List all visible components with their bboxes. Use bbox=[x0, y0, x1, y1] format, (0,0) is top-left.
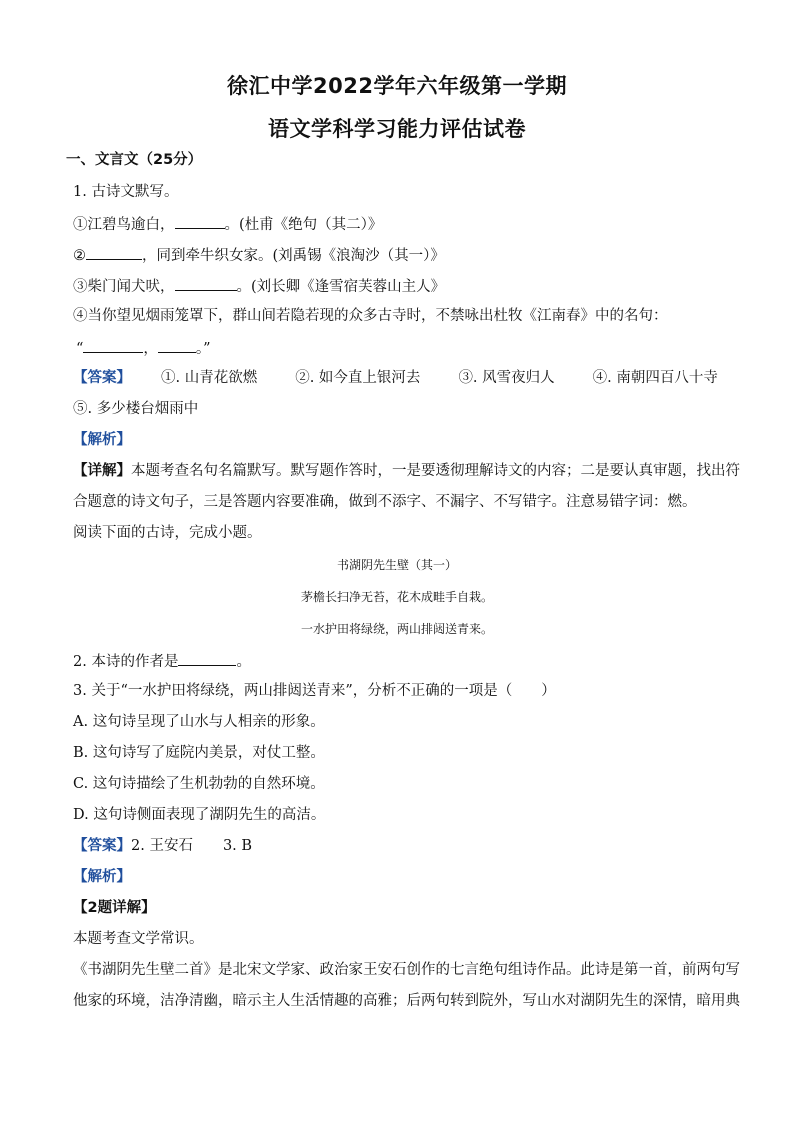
answer-blank[interactable] bbox=[175, 213, 225, 229]
q3-option-d: D. 这句诗侧面表现了湖阴先生的高洁。 bbox=[73, 807, 326, 823]
q2-after: 。 bbox=[236, 654, 251, 670]
detail-text-1: 本题考查名句名篇默写。默写题作答时，一是要透彻理解诗文的内容；二是要认真审题，找出符 bbox=[131, 463, 740, 479]
answer-blank[interactable] bbox=[158, 337, 196, 353]
q1-answer-4: ④. 南朝四百八十寺 bbox=[592, 370, 718, 386]
answer-blank[interactable] bbox=[86, 244, 142, 260]
q3-stem: 3. 关于“一水护田将绿绕，两山排闼送青来”，分析不正确的一项是（ ） bbox=[73, 683, 556, 699]
q1-item-4: ④当你望见烟雨笼罩下，群山间若隐若现的众多古寺时，不禁咏出杜牧《江南春》中的名句： bbox=[73, 308, 668, 324]
answer-tag: 【答案】 bbox=[73, 838, 131, 854]
poem-line-1: 茅檐长扫净无苔，花木成畦手自栽。 bbox=[300, 590, 493, 604]
q1-item-3 bbox=[73, 275, 445, 297]
open-quote: “ bbox=[76, 341, 84, 357]
detail2-line-2: 《书湖阴先生壁二首》是北宋文学家、政治家王安石创作的七言绝句组诗作品。此诗是第一首，前两句写 bbox=[73, 962, 740, 978]
q1-answer-3: ③. 风雪夜归人 bbox=[458, 370, 555, 386]
exam-title-line1: 徐汇中学2022学年六年级第一学期 bbox=[227, 74, 567, 98]
poem-line-2: 一水护田将绿绕，两山排闼送青来。 bbox=[300, 622, 493, 636]
q1-item-1-after: 。(杜甫《绝句（其二）》 bbox=[224, 217, 383, 233]
q1-answer-2: ②. 如今直上银河去 bbox=[295, 370, 421, 386]
answer-tag: 【答案】 bbox=[73, 370, 131, 386]
reading-instruction: 阅读下面的古诗，完成小题。 bbox=[73, 525, 262, 541]
q2-before: 2. 本诗的作者是 bbox=[73, 654, 179, 670]
q2-q3-answer-row bbox=[73, 836, 252, 856]
detail-tag: 【详解】 bbox=[73, 463, 131, 479]
q2-answer: 2. 王安石 bbox=[131, 838, 193, 854]
answer-blank[interactable] bbox=[178, 650, 236, 666]
analysis-tag: 【解析】 bbox=[73, 432, 131, 448]
q1-item-2-after: ，同到牵牛织女家。(刘禹锡《浪淘沙（其一）》 bbox=[142, 248, 445, 264]
q3-answer: 3. B bbox=[222, 838, 253, 854]
q1-item-3-after: 。(刘长卿《逢雪宿芙蓉山主人》 bbox=[236, 279, 446, 295]
q1-item-4-blanks bbox=[76, 337, 211, 359]
answer-blank[interactable] bbox=[83, 337, 143, 353]
q3-option-a: A. 这句诗呈现了山水与人相亲的形象。 bbox=[73, 714, 325, 730]
q1-item-1 bbox=[73, 213, 382, 235]
mid-comma: ， bbox=[143, 341, 158, 357]
section-heading: 一、文言文（25分） bbox=[66, 152, 203, 168]
detail2-line-3: 他家的环境，洁净清幽，暗示主人生活情趣的高雅；后两句转到院外，写山水对湖阴先生的深情，暗用典 bbox=[73, 993, 740, 1009]
detail-line-1 bbox=[73, 461, 740, 481]
detail2-line-1: 本题考查文学常识。 bbox=[73, 931, 204, 947]
q1-stem: 1. 古诗文默写。 bbox=[73, 184, 179, 200]
q3-option-c: C. 这句诗描绘了生机勃勃的自然环境。 bbox=[73, 776, 325, 792]
q3-option-b: B. 这句诗写了庭院内美景，对仗工整。 bbox=[73, 745, 325, 761]
q1-item-1-before: ①江碧鸟逾白， bbox=[73, 217, 175, 233]
analysis-tag: 【解析】 bbox=[73, 869, 131, 885]
close-quote: 。” bbox=[195, 341, 211, 357]
q2-stem bbox=[73, 650, 251, 672]
q1-answer-5: ⑤. 多少楼台烟雨中 bbox=[73, 401, 199, 417]
answer-blank[interactable] bbox=[175, 275, 237, 291]
q1-item-2-before: ② bbox=[73, 248, 86, 264]
detail2-tag: 【2题详解】 bbox=[73, 900, 156, 916]
exam-title-line2: 语文学科学习能力评估试卷 bbox=[268, 117, 526, 141]
q1-answer-row bbox=[73, 368, 718, 388]
detail-line-2: 合题意的诗文句子，三是答题内容要准确，做到不添字、不漏字、不写错字。注意易错字词：燃。 bbox=[73, 494, 697, 510]
poem-title: 书湖阴先生壁（其一） bbox=[336, 558, 457, 572]
q1-item-3-before: ③柴门闻犬吠， bbox=[73, 279, 175, 295]
q1-answer-1: ①. 山青花欲燃 bbox=[161, 370, 258, 386]
q1-item-2 bbox=[73, 244, 445, 266]
